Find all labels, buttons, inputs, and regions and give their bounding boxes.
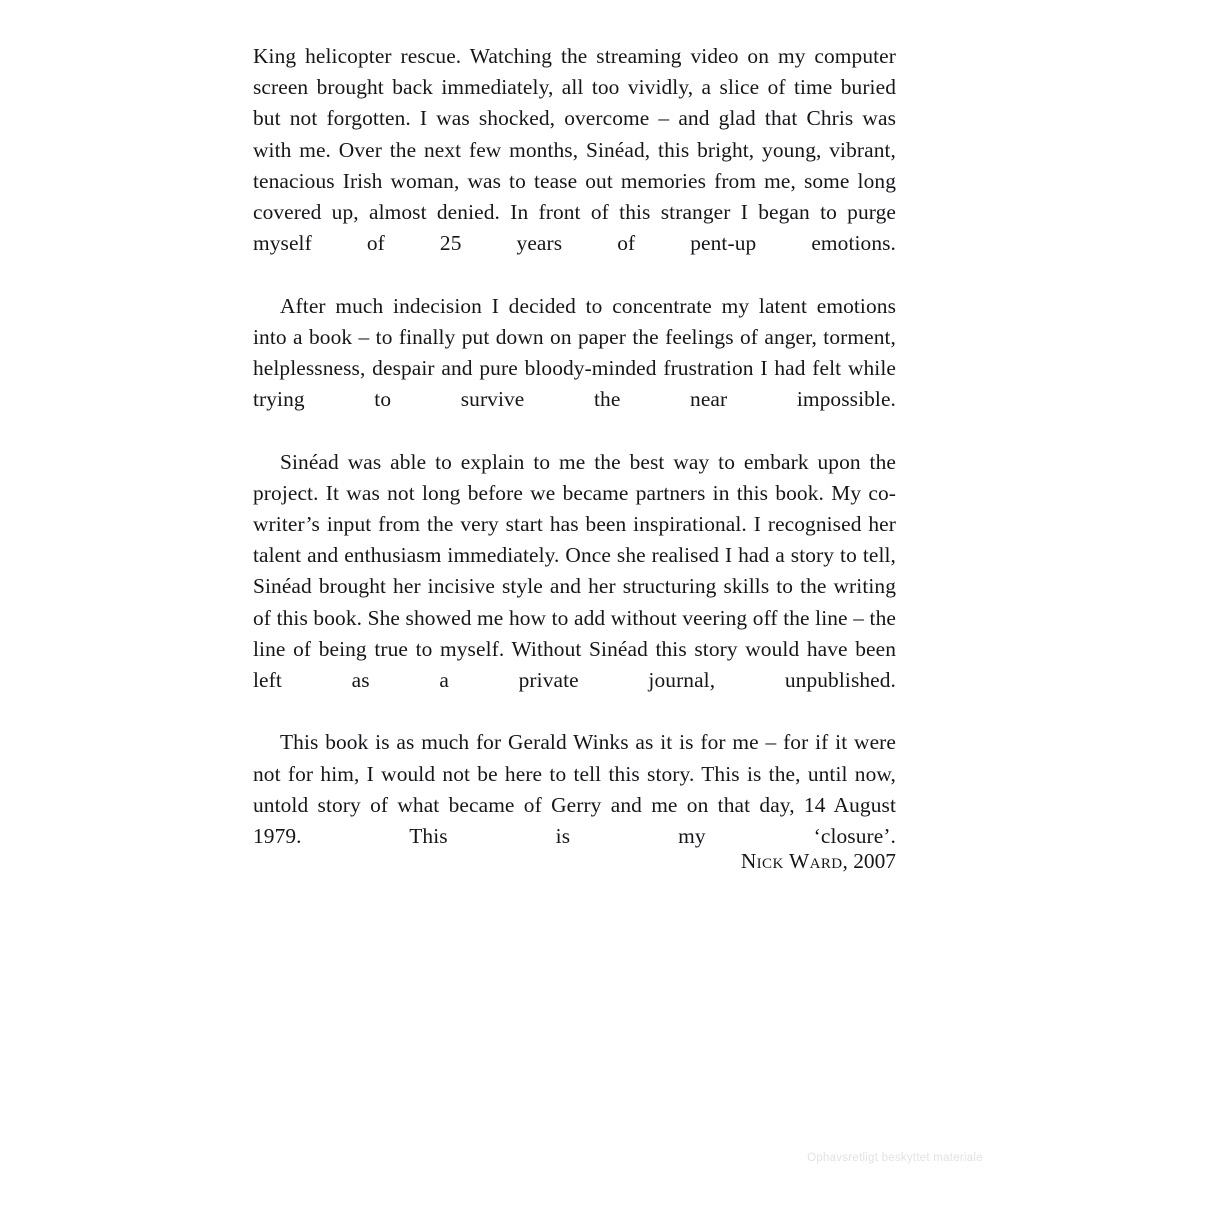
paragraph-4: This book is as much for Gerald Winks as it is for me – for if it were not for him, I would not be here to tell this story. This is the, until now, untold story of what became of Gerry and me on that day, 14 August 1979. This is my ‘closure’. — [253, 730, 896, 849]
paragraph-2: After much indecision I decided to concentrate my latent emotions into a book – to finally put down on paper the feelings of anger, torment, helplessness, despair and pure bloody-minded frustration I had felt while trying to survive the near impossible. — [253, 293, 896, 412]
signature-name: Nick Ward — [740, 849, 843, 873]
copyright-watermark — [0, 1152, 1214, 1164]
paragraph-1: King helicopter rescue. Watching the streaming video on my computer screen brought back immediately, all too vividly, a slice of time buried but not forgotten. I was shocked, overcome – and glad that Chris was with me. Over the next few months, Sinéad, this bright, young, vibrant, tenacious Irish woman, was to tease out memories from me, some long covered up, almost denied. In front of this stranger I began to purge myself of 25 years of pent-up emotions. — [253, 44, 896, 256]
body-text-block — [253, 41, 896, 883]
paragraph-3: Sinéad was able to explain to me the best way to embark upon the project. It was not long before we became partners in this book. My co-writer’s input from the very start has been inspirational. I recognised her talent and enthusiasm immediately. Once she realised I had a story to tell, Sinéad brought her incisive style and her structuring skills to the writing of this book. She showed me how to add without veering off the line – the line of being true to myself. Without Sinéad this story would have been left as a private journal, unpublished. — [253, 449, 896, 693]
author-signature — [253, 847, 896, 875]
copyright-watermark-text: Ophavsretligt beskyttet materiale — [807, 1152, 983, 1164]
signature-year: , 2007 — [842, 849, 896, 873]
